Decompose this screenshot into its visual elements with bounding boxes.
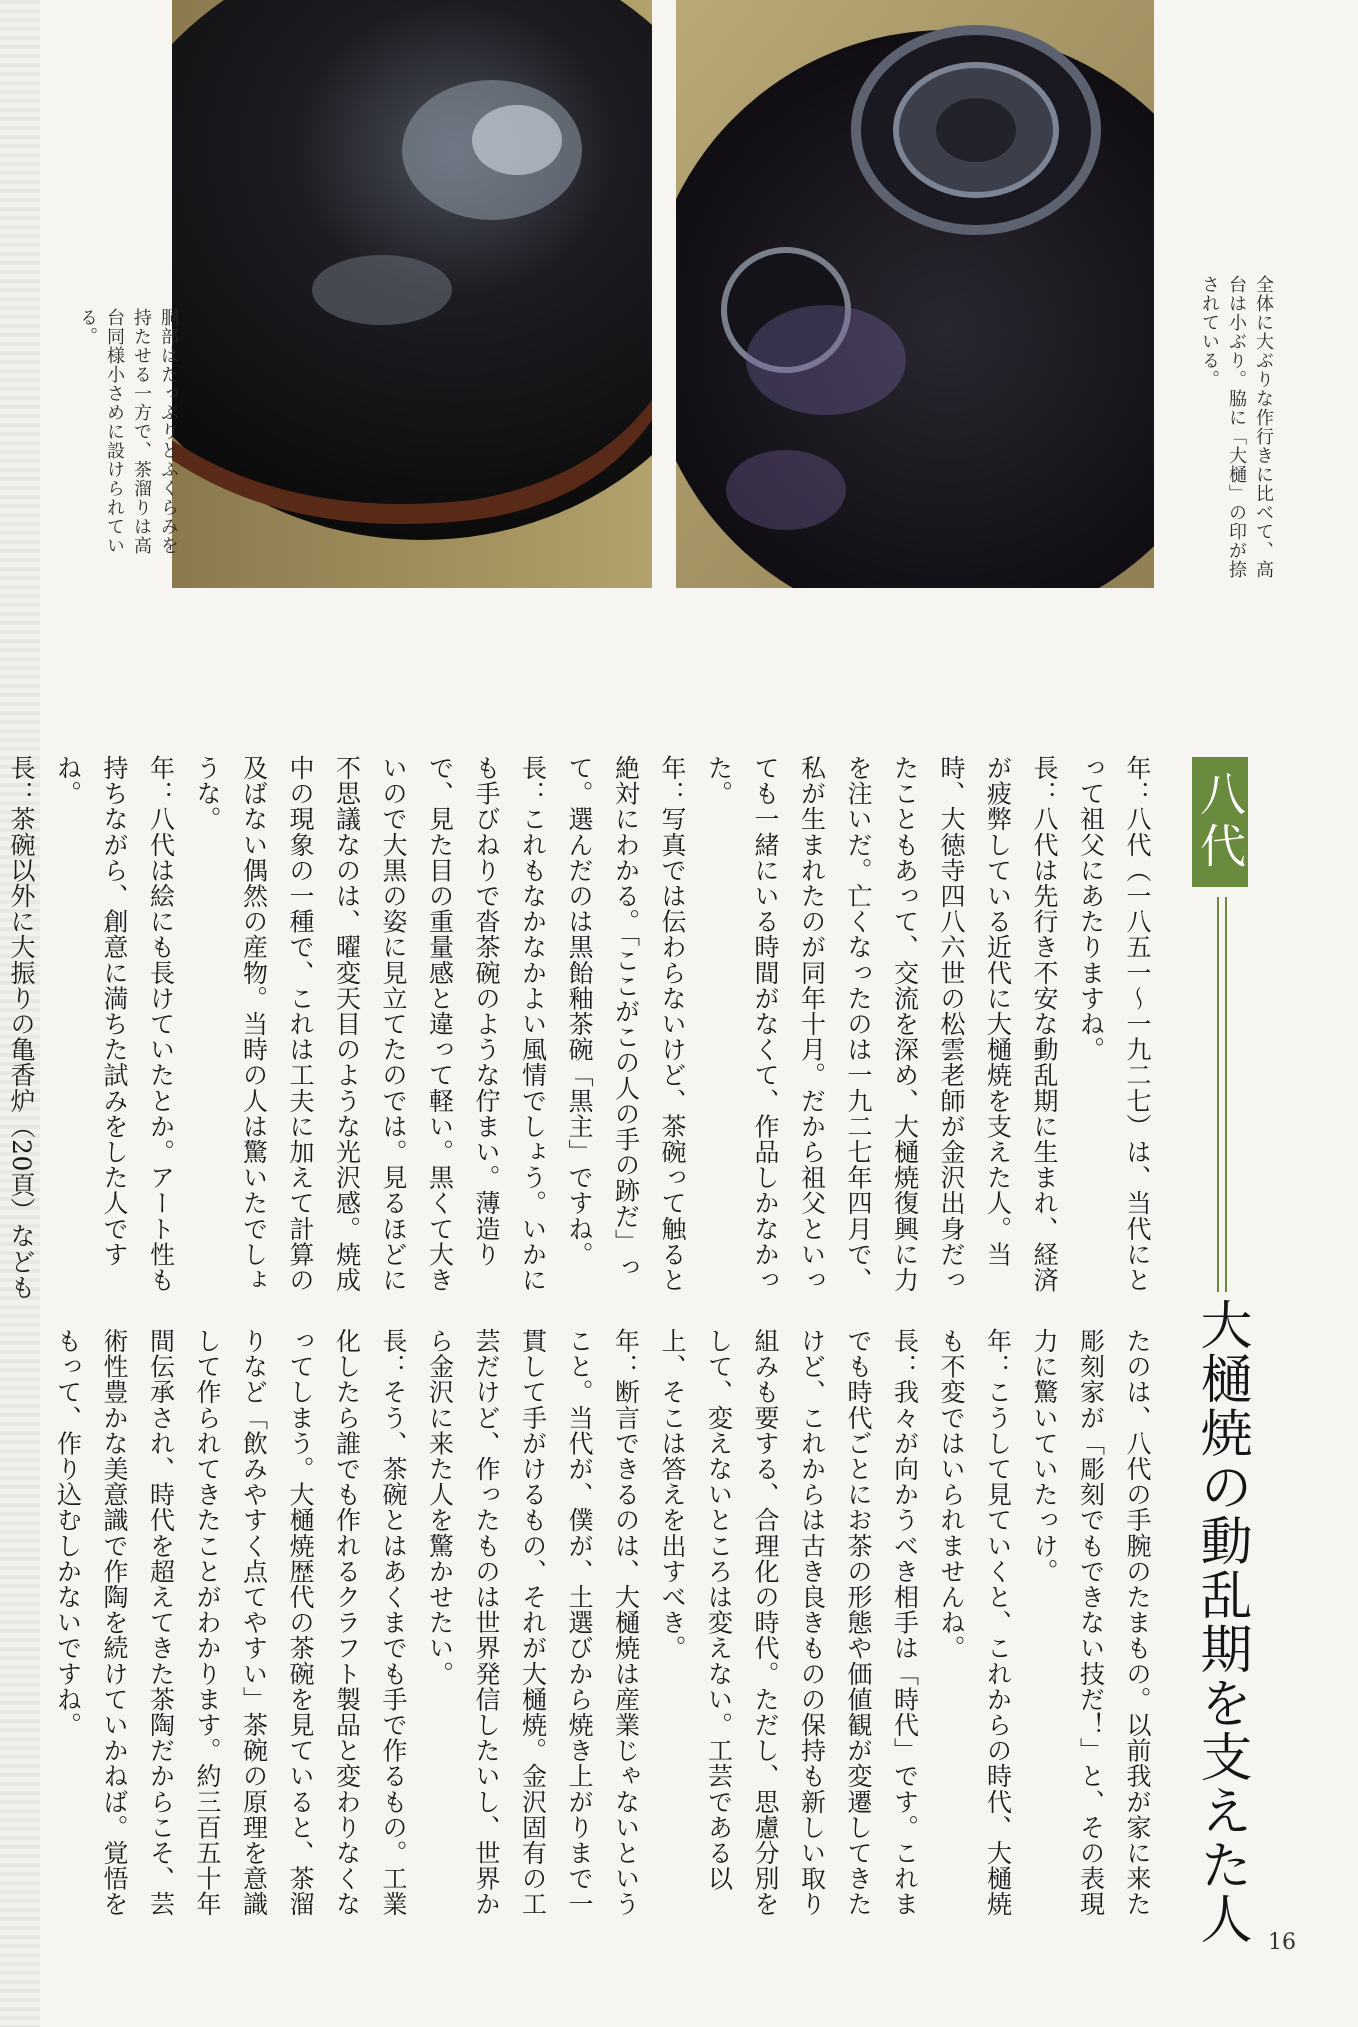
section-heading: 大樋焼の動乱期を支えた人 xyxy=(1191,1298,1251,1946)
article-text-upper: 年：八代（一八五一～一九二七）は、当代にとって祖父にあたりますね。 長：八代は先行き不安な動乱期に生まれ、経済が疲弊している近代に大樋焼を支えた人。当時、大徳寺四八六世の松雲老師が金沢出身だったこともあって、交流を深め、大樋焼復興に力を注いだ。亡くなったのは一九二七年四月で、私が生まれたのが同年十月。だから祖父といっても一緒にいる時間がなくて、作品しかなかった。 年：写真では伝わらないけど、茶碗って触ると絶対にわかる。「ここがこの人の手の跡だ」って。選んだのは黒飴釉茶碗「黒主」ですね。 長：これもなかなかよい風情でしょう。いかにも手びねりで沓茶碗のような佇まい。薄造りで、見た目の重量感と違って軽い。黒くて大きいので大黒の姿に見立てたのでは。見るほどに不思議なのは、曜変天目のような光沢感。焼成中の現象の一種で、これは工夫に加えて計算の及ばない偶然の産物。当時の人は驚いたでしょうな。 年：八代は絵にも長けていたとか。アート性も持ちながら、創意に満ちた試みをした人ですね。 長：茶碗以外に大振りの亀香炉（20頁）なども xyxy=(7,755,1152,1301)
heading-divider xyxy=(1217,897,1227,1292)
tea-bowl-foot-seal-photo xyxy=(676,0,1154,588)
article-text-lower: たのは、八代の手腕のたまもの。以前我が家に来た彫刻家が「彫刻でもできない技だ！」と、その表現力に驚いていたっけ。 年：こうして見ていくと、これからの時代、大樋焼も不変ではいられませんね。 長：我々が向かうべき相手は「時代」です。これまでも時代ごとにお茶の形態や価値観が変遷してきたけど、これからは古き良きものの保持も新しい取り組みも要する、合理化の時代。ただし、思慮分別をして、変えないところは変えない。工芸である以上、そこは答えを出すべき。 年：断言できるのは、大樋焼は産業じゃないということ。当代が、僕が、土選びから焼き上がりまで一貫して手がけるもの、それが大樋焼。金沢固有の工芸だけど、作ったものは世界発信したいし、世界から金沢に来た人を驚かせたい。 長：そう、茶碗とはあくまでも手で作るもの。工業化したら誰でも作れるクラフト製品と変わりなくなってしまう。大樋焼歴代の茶碗を見ていると、茶溜りなど「飲みやすく点てやすい」茶碗の原理を意識して作られてきたことがわかります。約三百五十年間伝承され、時代を超えてきた茶陶だからこそ、芸術性豊かな美意識で作陶を続けていかねば。覚悟をもって、作り込むしかないですね。 xyxy=(53,1328,1152,1917)
tea-bowl-interior-photo xyxy=(172,0,652,588)
page-number: 16 xyxy=(1268,1930,1296,1955)
section-label-text: 八代 xyxy=(1193,770,1247,874)
photo-caption-left: 胴部はたっぷりとふくらみを持たせる一方で、茶溜りは高台同様小さめに設けられている。 xyxy=(77,308,179,555)
section-label xyxy=(1192,757,1248,887)
photo-caption-right: 全体に大ぶりな作行きに比べて、高台は小ぶり。脇に「大樋」の印が捺されている。 xyxy=(1199,275,1274,579)
